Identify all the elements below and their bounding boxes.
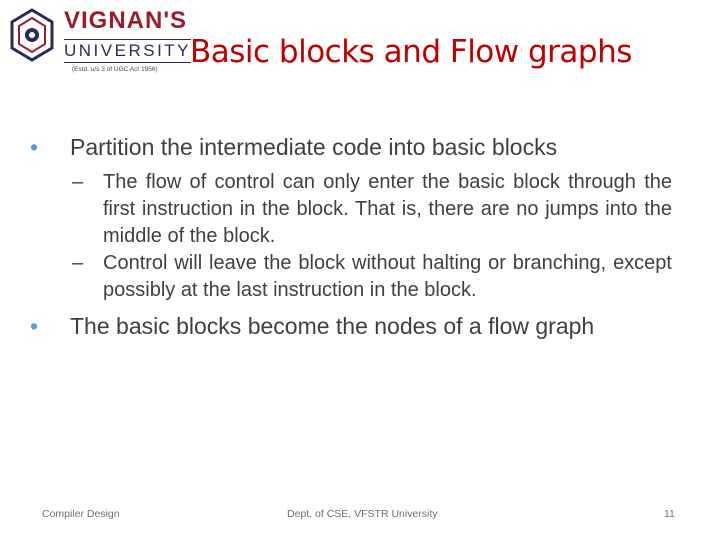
bullet-text: Partition the intermediate code into basic blocks [70, 134, 558, 160]
sub-bullet-text: Control will leave the block without halting or branching, except possibly at the last instruction in the block. [103, 252, 672, 301]
slide-content [30, 133, 672, 340]
bullet-icon: • [30, 134, 39, 160]
bullet-text: The basic blocks become the nodes of a flow graph [70, 313, 595, 339]
logo-established-text: (Estd. u/s 3 of UGC Act 1956) [72, 66, 158, 73]
footer-department: Dept. of CSE, VFSTR University [287, 508, 438, 520]
logo-brand-text: VIGNAN'S [64, 7, 188, 34]
sub-bullet-item [30, 250, 672, 304]
university-logo [6, 4, 192, 82]
slide-title: Basic blocks and Flow graphs [190, 34, 632, 70]
footer-course: Compiler Design [42, 508, 120, 520]
dash-icon: – [72, 171, 84, 193]
sub-bullet-item [30, 169, 672, 250]
logo-university-text: UNIVERSITY [64, 39, 191, 63]
sub-bullet-text: The flow of control can only enter the basic block through the first instruction in the block. That is, there are no jumps into the middle of the block. [103, 171, 672, 247]
dash-icon: – [72, 252, 84, 274]
bullet-item [30, 312, 672, 340]
bullet-item [30, 133, 672, 161]
bullet-icon: • [30, 313, 39, 339]
footer-page-number: 11 [664, 508, 675, 520]
university-seal-icon [6, 6, 58, 76]
